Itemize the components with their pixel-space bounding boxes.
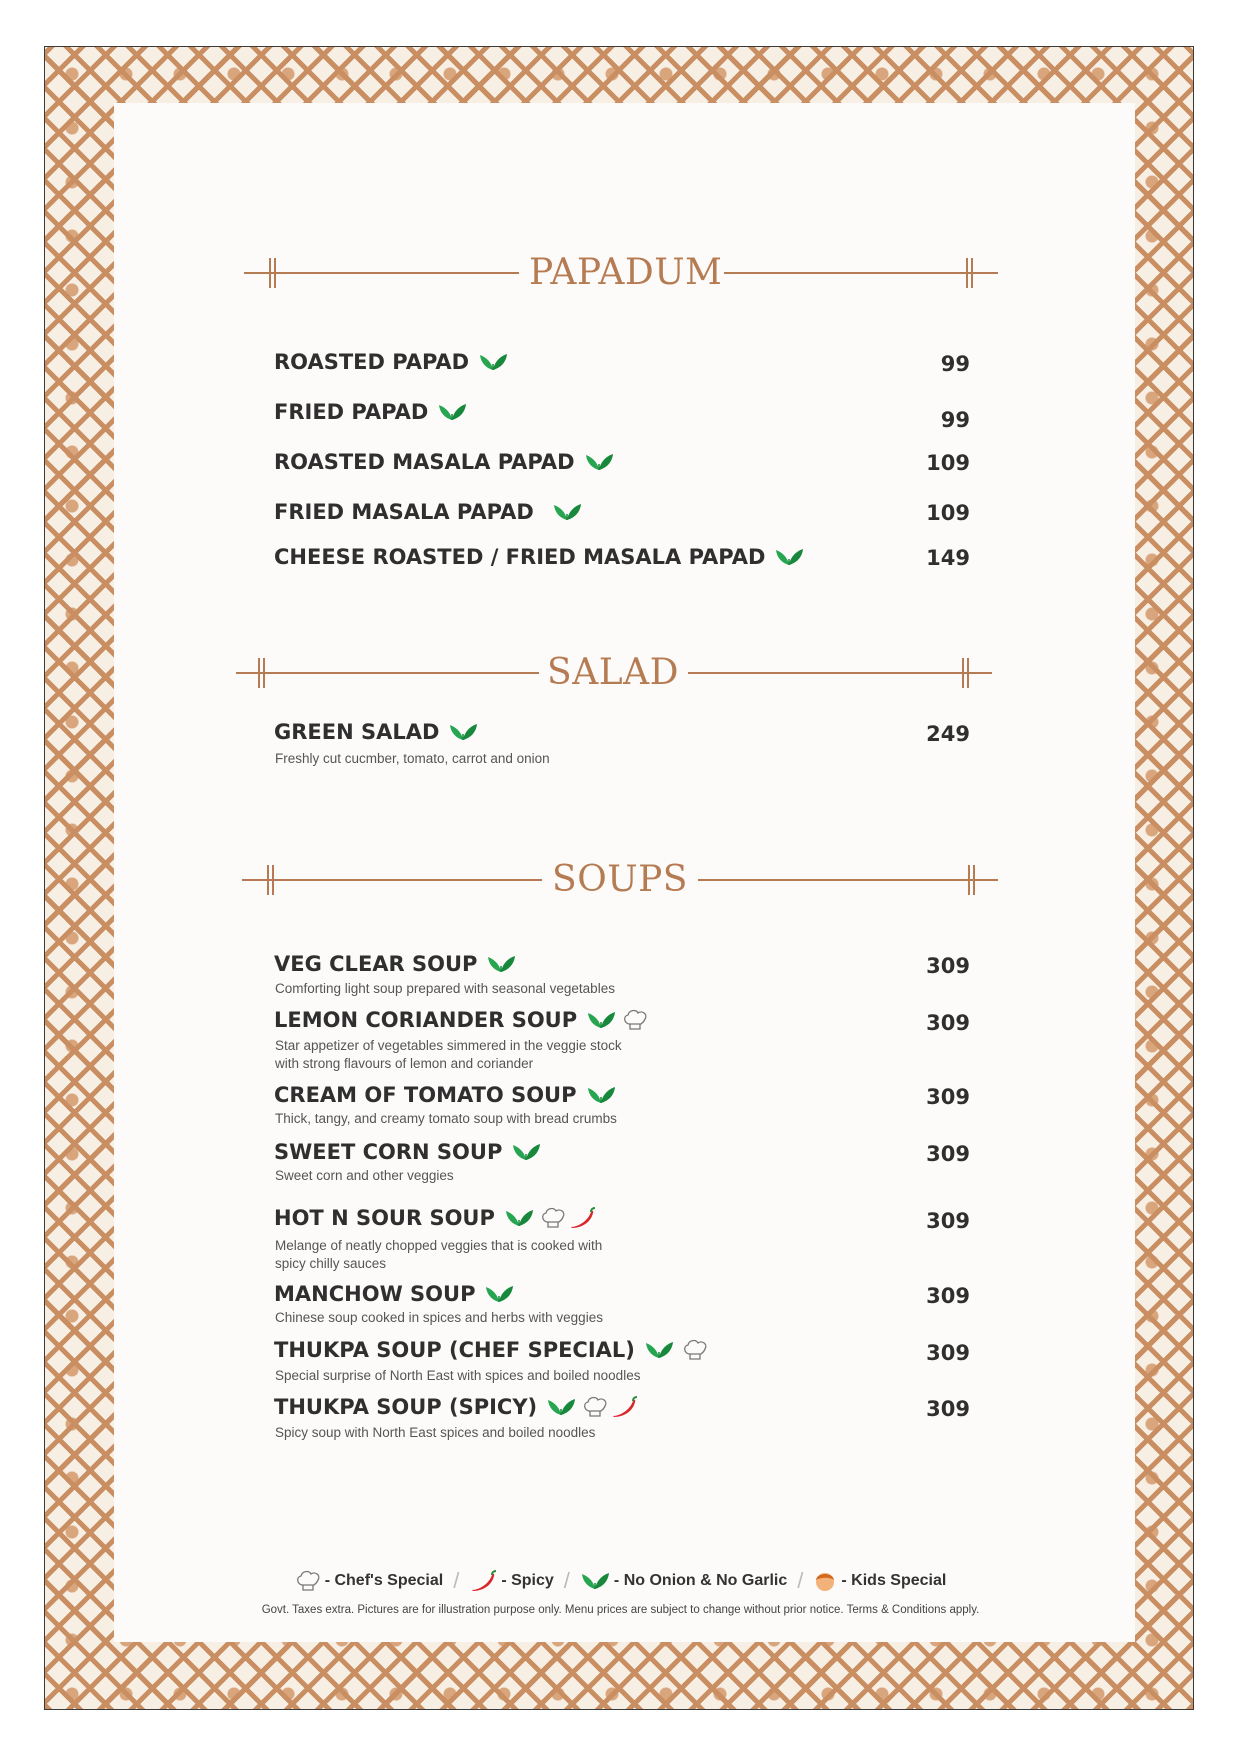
menu-item-description: Sweet corn and other veggies bbox=[275, 1168, 454, 1183]
menu-item-price: 99 bbox=[940, 352, 970, 376]
chili-icon bbox=[568, 1207, 596, 1229]
section-title: PAPADUM bbox=[529, 252, 723, 293]
section-title: SOUPS bbox=[552, 859, 688, 900]
leaf-icon bbox=[486, 954, 516, 974]
divider-tick bbox=[967, 658, 969, 688]
chef-hat-icon bbox=[295, 1569, 321, 1593]
legend-label: - Spicy bbox=[501, 1572, 554, 1589]
menu-item-name: SWEET CORN SOUP bbox=[274, 1140, 541, 1164]
menu-item-description: Melange of neatly chopped veggies that is cooked with bbox=[275, 1238, 603, 1253]
chili-icon bbox=[469, 1570, 497, 1592]
menu-item-price: 309 bbox=[926, 1341, 970, 1365]
menu-item-description: spicy chilly sauces bbox=[275, 1256, 387, 1271]
menu-item-price: 249 bbox=[926, 722, 970, 746]
divider-tick bbox=[274, 258, 276, 288]
leaf-icon bbox=[552, 502, 582, 522]
divider-line-right bbox=[688, 672, 992, 674]
menu-item-name: CHEESE ROASTED / FRIED MASALA PAPAD bbox=[274, 545, 804, 569]
divider-tick bbox=[971, 258, 973, 288]
leaf-icon bbox=[774, 547, 804, 567]
menu-item-name: ROASTED PAPAD bbox=[274, 350, 508, 374]
menu-item-name: CREAM OF TOMATO SOUP bbox=[274, 1083, 616, 1107]
legend-separator: / bbox=[797, 1568, 804, 1593]
menu-item-name: HOT N SOUR SOUP bbox=[274, 1206, 596, 1230]
leaf-icon bbox=[586, 1085, 616, 1105]
section-header-soups bbox=[242, 855, 998, 905]
divider-tick bbox=[966, 258, 968, 288]
menu-item-name: FRIED PAPAD bbox=[274, 400, 467, 424]
menu-item-price: 309 bbox=[926, 1142, 970, 1166]
divider-tick bbox=[968, 865, 970, 895]
legend-separator: / bbox=[563, 1568, 570, 1593]
disclaimer-footnote: Govt. Taxes extra. Pictures are for illustration purpose only. Menu prices are subject to change without prior notice. Terms & Conditions apply. bbox=[261, 1604, 980, 1616]
divider-tick bbox=[258, 658, 260, 688]
chef-hat-icon bbox=[622, 1008, 648, 1032]
leaf-icon bbox=[580, 1571, 610, 1591]
menu-item-name: VEG CLEAR SOUP bbox=[274, 952, 516, 976]
menu-item-description: Freshly cut cucmber, tomato, carrot and onion bbox=[275, 751, 550, 766]
menu-item-price: 309 bbox=[926, 1284, 970, 1308]
divider-tick bbox=[263, 658, 265, 688]
legend-no-onion-garlic bbox=[580, 1571, 787, 1591]
divider-line-right bbox=[698, 879, 998, 881]
legend-spicy bbox=[469, 1570, 553, 1592]
legend-label: - Chef's Special bbox=[324, 1572, 444, 1589]
leaf-icon bbox=[586, 1010, 616, 1030]
menu-item-price: 309 bbox=[926, 1085, 970, 1109]
menu-item-price: 309 bbox=[926, 1209, 970, 1233]
leaf-icon bbox=[437, 402, 467, 422]
menu-item-name: THUKPA SOUP (CHEF SPECIAL) bbox=[274, 1338, 708, 1362]
section-header-papadum bbox=[244, 248, 998, 298]
menu-item-description: Spicy soup with North East spices and boiled noodles bbox=[275, 1425, 596, 1440]
kid-face-icon bbox=[813, 1569, 837, 1593]
legend-label: - Kids Special bbox=[841, 1572, 947, 1589]
menu-item-price: 309 bbox=[926, 1011, 970, 1035]
leaf-icon bbox=[511, 1142, 541, 1162]
legend-chefs-special bbox=[295, 1569, 444, 1593]
leaf-icon bbox=[644, 1340, 674, 1360]
menu-item-name: THUKPA SOUP (SPICY) bbox=[274, 1395, 638, 1419]
menu-item-description: Special surprise of North East with spices and boiled noodles bbox=[275, 1368, 641, 1383]
legend-kids-special bbox=[813, 1569, 946, 1593]
menu-item-name: MANCHOW SOUP bbox=[274, 1282, 514, 1306]
menu-item-name: ROASTED MASALA PAPAD bbox=[274, 450, 614, 474]
menu-item-price: 99 bbox=[940, 408, 970, 432]
icon-legend bbox=[0, 1566, 1241, 1596]
chef-hat-icon bbox=[582, 1395, 608, 1419]
leaf-icon bbox=[484, 1284, 514, 1304]
menu-item-name: LEMON CORIANDER SOUP bbox=[274, 1008, 648, 1032]
divider-tick bbox=[272, 865, 274, 895]
divider-tick bbox=[269, 258, 271, 288]
menu-item-name: FRIED MASALA PAPAD bbox=[274, 500, 582, 524]
leaf-icon bbox=[584, 452, 614, 472]
divider-tick bbox=[973, 865, 975, 895]
leaf-icon bbox=[478, 352, 508, 372]
divider-line-right bbox=[724, 272, 998, 274]
divider-tick bbox=[962, 658, 964, 688]
divider-line-left bbox=[236, 672, 539, 674]
section-title: SALAD bbox=[547, 652, 679, 693]
leaf-icon bbox=[546, 1397, 576, 1417]
leaf-icon bbox=[448, 722, 478, 742]
menu-item-price: 109 bbox=[926, 451, 970, 475]
divider-tick bbox=[267, 865, 269, 895]
chili-icon bbox=[610, 1396, 638, 1418]
menu-item-name: GREEN SALAD bbox=[274, 720, 478, 744]
chef-hat-icon bbox=[540, 1206, 566, 1230]
section-header-salad bbox=[236, 648, 992, 698]
divider-line-left bbox=[242, 879, 542, 881]
menu-item-price: 149 bbox=[926, 546, 970, 570]
menu-item-description: with strong flavours of lemon and coriander bbox=[275, 1056, 534, 1071]
legend-separator: / bbox=[453, 1568, 460, 1593]
menu-item-price: 109 bbox=[926, 501, 970, 525]
menu-item-description: Comforting light soup prepared with seasonal vegetables bbox=[275, 981, 615, 996]
menu-item-description: Star appetizer of vegetables simmered in the veggie stock bbox=[275, 1038, 622, 1053]
chef-hat-icon bbox=[682, 1338, 708, 1362]
menu-item-description: Thick, tangy, and creamy tomato soup with bread crumbs bbox=[275, 1111, 617, 1126]
legend-label: - No Onion & No Garlic bbox=[613, 1572, 788, 1589]
menu-item-description: Chinese soup cooked in spices and herbs with veggies bbox=[275, 1310, 603, 1325]
leaf-icon bbox=[504, 1208, 534, 1228]
menu-item-price: 309 bbox=[926, 1397, 970, 1421]
menu-item-price: 309 bbox=[926, 954, 970, 978]
divider-line-left bbox=[244, 272, 519, 274]
